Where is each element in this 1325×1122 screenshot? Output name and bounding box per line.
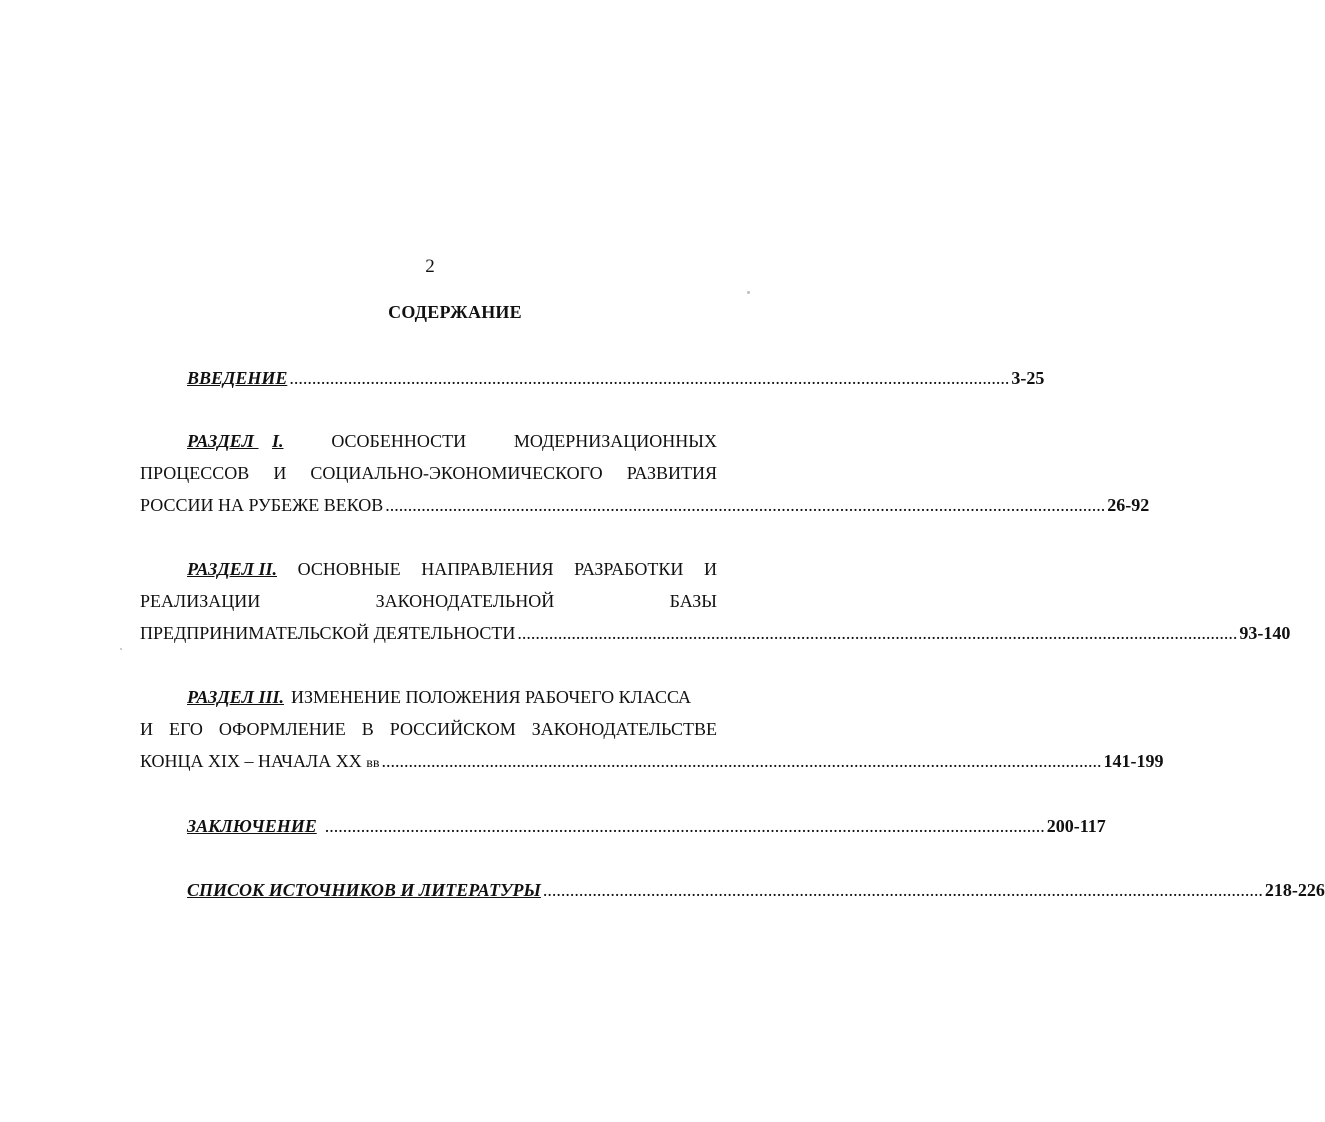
toc-word: ОСНОВНЫЕ [297, 559, 401, 579]
toc-word: В [361, 719, 374, 739]
toc-line [140, 681, 717, 713]
toc-text: ПРЕДПРИНИМАТЕЛЬСКОЙ ДЕЯТЕЛЬНОСТИ [140, 623, 516, 643]
toc-entry-label[interactable]: ВВЕДЕНИЕ [187, 368, 288, 388]
toc-text: КОНЦА XIX – НАЧАЛА XX [140, 751, 362, 771]
toc-word: ЕГО [168, 719, 203, 739]
toc-text-group [140, 745, 379, 780]
toc-entry-section-3[interactable] [140, 681, 1164, 777]
toc-word: МОДЕРНИЗАЦИОННЫХ [513, 431, 717, 451]
toc-line [140, 425, 717, 457]
toc-entry-section-1[interactable] [140, 425, 1150, 521]
toc-text: ИЗМЕНЕНИЕ ПОЛОЖЕНИЯ РАБОЧЕГО КЛАССА [291, 687, 692, 707]
page-number: 2 [425, 256, 435, 277]
page-range: 93-140 [1239, 623, 1291, 643]
toc-line [140, 457, 717, 489]
toc-line [140, 617, 1291, 649]
toc-entry-conclusion[interactable] [140, 810, 1106, 842]
toc-word: РАЗРАБОТКИ [574, 559, 684, 579]
dot-leader: ................................................................................................................................................................ [542, 880, 1263, 900]
dot-leader: ................................................................................................................................................................ [324, 816, 1045, 836]
toc-line [140, 362, 1045, 394]
toc-entry-label[interactable]: ЗАКЛЮЧЕНИЕ [187, 816, 317, 836]
toc-word: ЗАКОНОДАТЕЛЬНОЙ [375, 591, 555, 611]
toc-entry-section-2[interactable] [140, 553, 1291, 649]
toc-word: РЕАЛИЗАЦИИ [140, 591, 261, 611]
toc-entry-label-group[interactable] [187, 425, 284, 457]
toc-word: ПРОЦЕССОВ [140, 463, 250, 483]
toc-word: ОСОБЕННОСТИ [331, 431, 467, 451]
toc-entry-intro[interactable] [140, 362, 1045, 394]
toc-heading: СОДЕРЖАНИЕ [388, 302, 522, 322]
toc-entry-label[interactable]: РАЗДЕЛ III. [187, 687, 285, 707]
toc-entry-label[interactable]: СПИСОК ИСТОЧНИКОВ И ЛИТЕРАТУРЫ [187, 880, 541, 900]
toc-word: И [273, 463, 287, 483]
toc-line [140, 874, 1325, 906]
page-range: 200-117 [1046, 816, 1106, 836]
page-range: 141-199 [1103, 751, 1164, 771]
dot-leader: ................................................................................................................................................................ [517, 623, 1238, 643]
toc-text-suffix: вв [366, 756, 380, 771]
toc-word: ЗАКОНОДАТЕЛЬСТВЕ [531, 719, 717, 739]
toc-line [140, 585, 717, 617]
toc-word: БАЗЫ [669, 591, 717, 611]
toc-text: РОССИИ НА РУБЕЖЕ ВЕКОВ [140, 495, 384, 515]
underline-gap [254, 425, 272, 457]
scan-speck [120, 648, 122, 650]
toc-word: СОЦИАЛЬНО-ЭКОНОМИЧЕСКОГО [310, 463, 603, 483]
toc-word: И [140, 719, 153, 739]
dot-leader: ................................................................................................................................................................ [289, 368, 1010, 388]
toc-line [140, 810, 1106, 842]
page-range: 218-226 [1264, 880, 1325, 900]
toc-word: НАПРАВЛЕНИЯ [421, 559, 554, 579]
dot-leader: ................................................................................................................................................................ [385, 495, 1106, 515]
toc-line [140, 745, 1164, 777]
toc-line [140, 713, 717, 745]
page-range: 26-92 [1107, 495, 1150, 515]
toc-line [140, 489, 1150, 521]
toc-entry-number: I. [272, 431, 284, 451]
toc-word: РАЗВИТИЯ [626, 463, 717, 483]
toc-entry-sources[interactable] [140, 874, 1325, 906]
dot-leader: ................................................................................................................................................................ [381, 751, 1102, 771]
toc-entry-label[interactable]: РАЗДЕЛ II. [187, 559, 277, 579]
toc-word: ОФОРМЛЕНИЕ [218, 719, 346, 739]
scan-speck [747, 291, 750, 294]
page-range: 3-25 [1011, 368, 1045, 388]
toc-line [140, 553, 717, 585]
toc-word: РОССИЙСКОМ [389, 719, 516, 739]
toc-word: И [703, 559, 717, 579]
toc-entry-label: РАЗДЕЛ [187, 431, 254, 451]
